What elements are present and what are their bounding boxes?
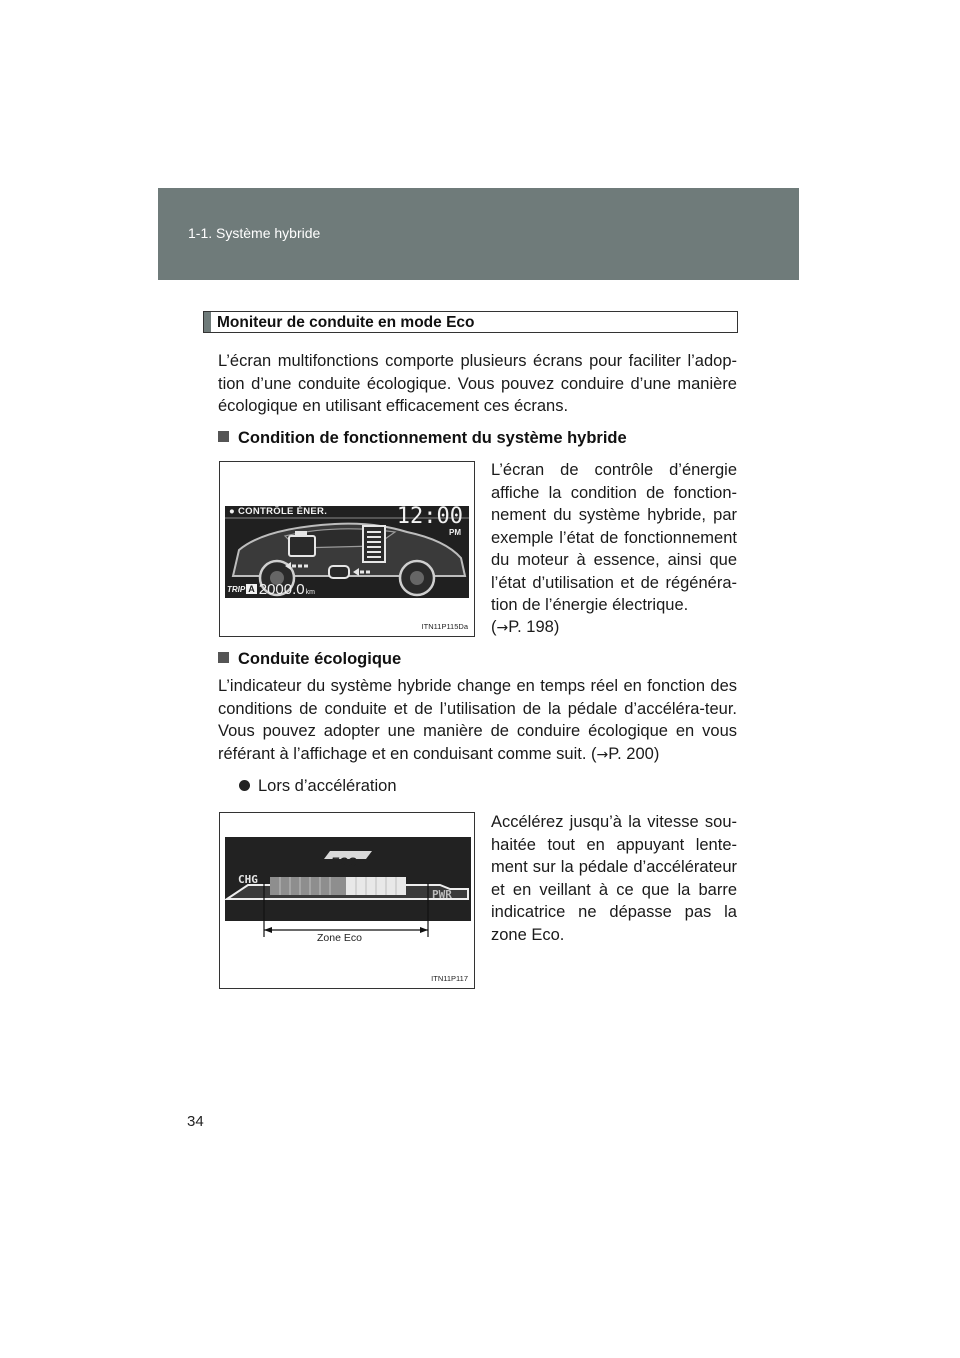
- subheading-eco-driving: [218, 650, 401, 669]
- energy-monitor-screen: [225, 506, 469, 598]
- subheading-text: Condition de fonctionnement du système hybride: [238, 429, 627, 447]
- acceleration-description: Accélérez jusqu’à la vitesse sou-haitée tout en appuyant lente-ment sur la pédale d’accélérateur et en veillant à ce que la barre indicatrice ne dépasse pas la zone Eco.: [491, 813, 737, 944]
- energy-monitor-description: L’écran de contrôle d’énergie affiche la condition de fonction-nement du système hybride, par exemple l’état de fonctionnement du moteur à essence, ainsi que l’état d’utilisation et de régénéra-tion de l’énergie électrique.: [491, 461, 737, 614]
- pwr-label: PWR: [432, 888, 452, 901]
- title-accent-bar: [204, 312, 211, 332]
- chg-label: CHG: [238, 873, 258, 886]
- bullet-acceleration: [239, 775, 397, 798]
- clock-time: 12:00: [396, 504, 463, 529]
- eco-driving-paragraph: L’indicateur du système hybride change en temps réel en fonction des conditions de conduite et de l’utilisation de la pédale d’accéléra-teur. Vous pouvez adopter une manière de conduire écologique en vous référant à l’affichage et en conduisant comme suit. (→P. 200): [218, 677, 737, 763]
- trip-readout: [225, 580, 315, 598]
- paragraph-text: L’indicateur du système hybride change en temps réel en fonction des conditions de conduite et de l’utilisation de la pédale d’accéléra-teur. Vous pouvez adopter une manière de conduire écologique en vous référant à l’affichage et en conduisant comme suit.: [218, 677, 737, 763]
- round-bullet-icon: [239, 780, 250, 791]
- energy-monitor-figure: [219, 461, 475, 637]
- intro-paragraph: L’écran multifonctions comporte plusieurs écrans pour faciliter l’adop-tion d’une conduite écologique. Vous pouvez conduire d’une manière écologique en utilisant efficacement ces écrans.: [218, 352, 737, 415]
- page-number: 34: [187, 1113, 204, 1130]
- odometer-value: 2000.0: [258, 580, 305, 598]
- square-bullet-icon: [218, 431, 229, 442]
- arrow-right-icon: →: [496, 620, 509, 636]
- section-title-box: [203, 311, 738, 333]
- page-reference-198: (→P. 198): [491, 618, 560, 636]
- subheading-text: Conduite écologique: [238, 650, 402, 668]
- reference-text[interactable]: P. 200: [608, 744, 654, 763]
- figure-code: ITN11P115Da: [421, 622, 468, 631]
- zone-eco-label: Zone Eco: [317, 932, 362, 944]
- trip-letter: A: [248, 584, 255, 594]
- screen-title: ● CONTRÔLE ÉNER.: [229, 506, 328, 517]
- reference-text[interactable]: P. 198: [508, 618, 554, 636]
- subheading-hybrid-condition: [218, 429, 627, 448]
- square-bullet-icon: [218, 652, 229, 663]
- clock-ampm: PM: [449, 528, 461, 537]
- section-label: 1-1. Système hybride: [188, 225, 321, 241]
- section-title: Moniteur de conduite en mode Eco: [217, 314, 475, 331]
- trip-label: TRIP: [227, 584, 246, 594]
- arrow-right-icon: →: [596, 746, 609, 763]
- bullet-text: Lors d’accélération: [258, 777, 397, 795]
- odometer-unit: km: [305, 588, 315, 596]
- figure-code: ITN11P117: [431, 974, 468, 983]
- eco-badge: ECO: [331, 855, 358, 869]
- eco-indicator-figure: [219, 812, 475, 989]
